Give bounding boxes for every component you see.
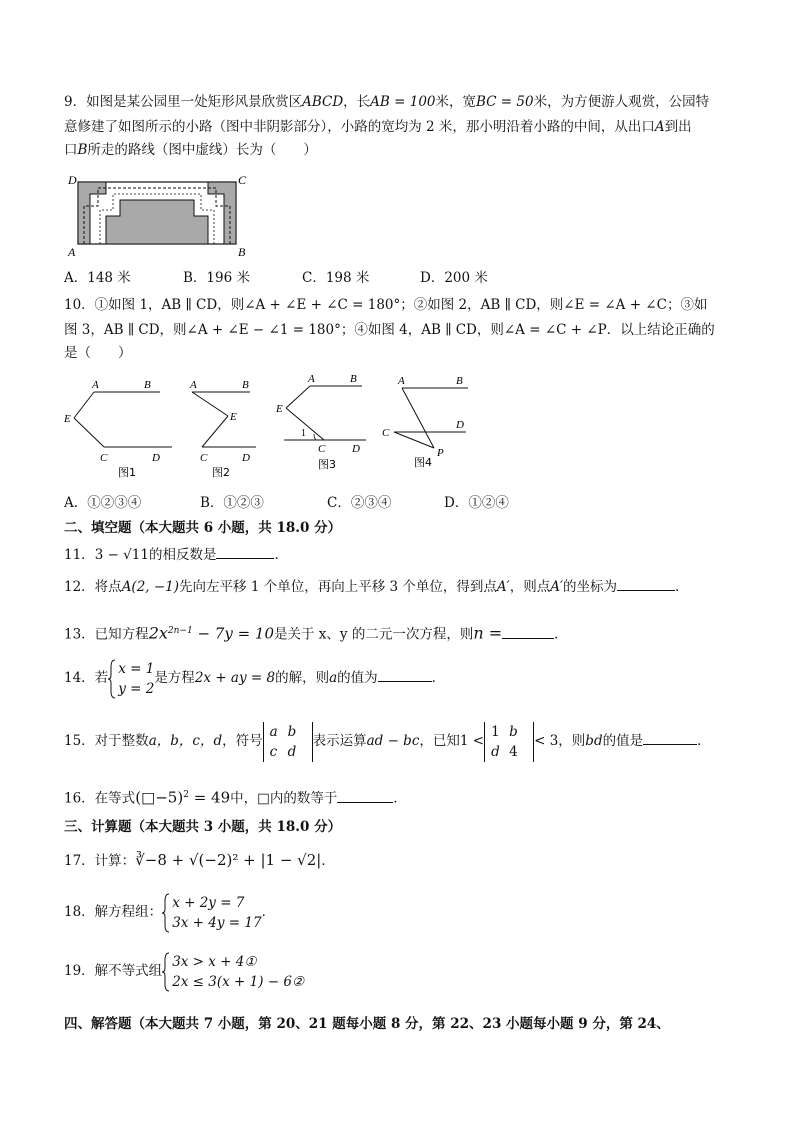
q9-bc-expr: BC = 50 [476,94,534,110]
q10-f1-label-a: A [92,379,99,391]
q15-text: 表示运算 [312,733,367,749]
q10-f3-label-c: C [318,443,326,455]
q13-end: ． [554,626,568,643]
q12-line [64,576,689,597]
q10-caption-4: 图4 [414,456,432,469]
section-4-heading: 四、解答题（本大题共 7 小题，第 20、21 题每小题 8 分，第 22、23 小题每小题 9 分，第 24、 [64,1016,670,1032]
q10-f4-label-c: C [382,427,390,439]
q9-label-b: B [238,245,246,258]
q11-answer-blank[interactable] [216,544,274,559]
q15-det2-b: b [509,723,518,740]
q12-text: 12．将点 [64,579,122,595]
q15-text: 的值是 [602,733,644,749]
q9-option-c: C．198 米 [302,270,370,286]
q15-text: ，符号 [222,733,263,749]
q15-text: 15．对于整数 [64,733,149,749]
q13-n: n = [473,623,503,643]
q15-det1-d: d [287,743,297,760]
q9-option-a: A．148 米 [64,270,131,286]
section-3-heading: 三、计算题（本大题共 3 小题，共 18.0 分） [64,819,342,835]
q9-abcd: ABCD [302,94,344,110]
q10-line-1: 10．①如图 1，AB ∥ CD，则∠A + ∠E + ∠C = 180°；②如图 2，AB ∥ CD，则∠E = ∠A + ∠C；③如 [64,297,708,313]
q11-text: 的相反数是 [148,547,217,563]
q9-figure [62,170,252,258]
q14-text: 14．若 [64,670,109,686]
q10-f1-label-c: C [100,452,108,464]
q14-text: 的值为 [337,670,378,686]
q9-text: 口 [64,142,78,158]
q10-figure-4 [382,375,468,469]
q18-row-2: 3x + 4y = 17 [172,914,262,931]
q10-f3-label-e: E [276,403,283,415]
q9-point-a: A [654,119,665,135]
q13-answer-blank[interactable] [502,624,554,639]
q9-text: 米，为方便游人观赏，公园特 [533,94,710,110]
q15-text: ，则 [558,733,586,749]
q18-end: ． [261,904,276,920]
section-2-heading: 二、填空题（本大题共 6 小题，共 18.0 分） [64,520,342,536]
q9-line-1 [64,92,709,112]
q9-text: 所走的路线（图中虚线）长为（ ） [87,142,317,158]
q17-end: ． [321,853,335,869]
q12-end: ． [675,579,689,595]
q10-option-d: D．①②④ [444,495,509,511]
q14-end: ． [431,670,446,686]
q10-f2-label-b: B [242,379,249,391]
q12-text: 的坐标为 [563,579,618,595]
q10-figures [60,372,480,484]
q9-line-2 [64,117,692,137]
q9-text: 意修建了如图所示的小路（图中非阴影部分），小路的宽均为 2 米，那小明沿着小路的中间，从出口 [64,119,655,135]
q10-f4-label-d: D [456,419,464,431]
q10-figure-3 [275,373,366,471]
q14-system [108,659,154,699]
q10-caption-3: 图3 [318,458,336,471]
q17-line [64,850,335,871]
q14-row-1: x = 1 [118,660,155,677]
q18-brace [162,893,170,933]
q15-end: ． [697,733,711,749]
q9-option-d: D．200 米 [420,270,488,286]
q10-f2-label-e: E [230,411,237,423]
q11-end: ． [274,547,288,563]
q16-text: 中，□内的数等于 [230,790,338,807]
q19-text: 19．解不等式组 [64,963,163,979]
q9-label-c: C [238,173,247,187]
q10-option-c: C．②③④ [327,495,392,511]
q10-f3-label-b: B [350,373,357,385]
q14-row-2: y = 2 [118,680,155,697]
q10-f4-label-a: A [398,375,405,387]
q15-det1-a: a [269,723,278,740]
q15-det2-1: 1 [491,723,500,740]
q15-determinant-2 [484,722,534,762]
q18-line [64,890,275,934]
q13-line [64,621,568,645]
q14-a: a [329,670,338,686]
q14-brace [108,659,116,699]
q12-text: 先向左平移 1 个单位，再向上平移 3 个单位，得到点 [179,579,497,595]
q10-f3-label-1: 1 [301,428,306,439]
q12-point-a-prime: A′ [550,579,564,595]
q13-text: 13．已知方程 [64,626,149,643]
q16-text: 16．在等式 [64,790,136,807]
q15-det1-b: b [287,723,297,740]
q14-text: 是方程 [154,670,195,686]
q10-figure-1 [63,379,172,479]
q9-line-3 [64,140,317,160]
q10-f4-label-p: P [437,447,444,459]
q16-exponent: 2 [183,790,189,800]
q10-caption-2: 图2 [212,466,230,479]
q13-eq-exponent: 2n−1 [167,626,193,636]
q19-brace [162,952,170,992]
q11-expr: 3 − √11 [94,547,149,563]
q9-text: 到出 [664,119,692,135]
q9-text: 米，宽 [435,94,477,110]
q19-line [64,948,304,994]
q10-f3-label-d: D [352,443,360,455]
q14-line [64,656,445,700]
q18-system [162,893,261,933]
q10-line-3: 是（ ） [64,345,132,361]
q15-determinant-1 [263,722,313,762]
q17-text: 17．计算： [64,853,136,869]
q10-caption-1: 图1 [118,466,136,479]
q10-f3-label-a: A [308,373,315,385]
q10-f1-label-e: E [64,413,71,425]
q15-det2-d: d [491,743,500,760]
q13-eq-base: 2x [148,623,168,643]
q9-text: ，长 [343,94,371,110]
q15-vars: a，b，c，d [148,733,223,749]
q15-lower-bound: 1 < [459,733,485,749]
q10-option-a: A．①②③④ [64,495,142,511]
q10-f4-label-b: B [456,375,463,387]
q14-answer-blank[interactable] [378,667,432,682]
q18-row-1: x + 2y = 7 [172,894,245,911]
q10-f2-label-a: A [190,379,197,391]
q10-f1-label-b: B [144,379,151,391]
q12-text: ，则点 [509,579,551,595]
q12-point-a: A(2, −1) [121,579,180,595]
q15-answer-blank[interactable] [643,730,697,745]
q9-point-b: B [77,142,88,158]
q15-bd: bd [585,733,603,749]
q15-line [64,718,711,764]
q14-text: 的解，则 [275,670,330,686]
q9-text: 9．如图是某公园里一处矩形风景欣赏区 [64,94,303,110]
q9-label-a: A [68,245,76,258]
q15-det1-c: c [269,743,278,760]
q13-eq-rest: − 7y = 10 [192,624,275,643]
q19-row-2: 2x ≤ 3(x + 1) − 6② [172,973,305,990]
q13-text: 是关于 x、y 的二元一次方程，则 [274,626,474,643]
q15-upper-bound: < 3 [534,733,559,749]
q15-text: ，已知 [419,733,460,749]
q14-eq: 2x + ay = 8 [194,670,276,686]
q10-f1-label-d: D [152,452,160,464]
q16-end: ． [393,790,407,807]
q15-det2-4: 4 [509,743,518,760]
q11-line [64,544,288,565]
q16-rest: = 49 [188,788,231,807]
q12-answer-blank[interactable] [617,576,675,591]
q10-line-2: 图 3，AB ∥ CD，则∠A + ∠E − ∠1 = 180°；④如图 4，AB ∥ CD，则∠A = ∠C + ∠P．以上结论正确的 [64,322,715,338]
q12-point-a-prime: A′ [496,579,510,595]
q9-option-b: B．196 米 [183,270,250,286]
q10-f2-label-c: C [200,452,208,464]
q17-expr: ∛−8 + √(−2)² + |1 − √2| [135,851,322,869]
q19-row-1: 3x > x + 4① [172,953,257,970]
q16-expr: (□−5) [135,788,184,807]
q11-text: 11． [64,547,95,563]
q9-label-d: D [68,173,77,187]
q16-answer-blank[interactable] [337,788,393,803]
q9-ab-expr: AB = 100 [370,94,436,110]
q18-text: 18．解方程组： [64,904,163,920]
q16-line [64,785,407,809]
q19-system [162,952,304,992]
q15-op: ad − bc [366,733,420,749]
q10-figure-2 [189,379,256,479]
q9-shade-center [106,200,208,244]
q10-f2-label-d: D [242,452,250,464]
q10-option-b: B．①②③ [200,495,264,511]
